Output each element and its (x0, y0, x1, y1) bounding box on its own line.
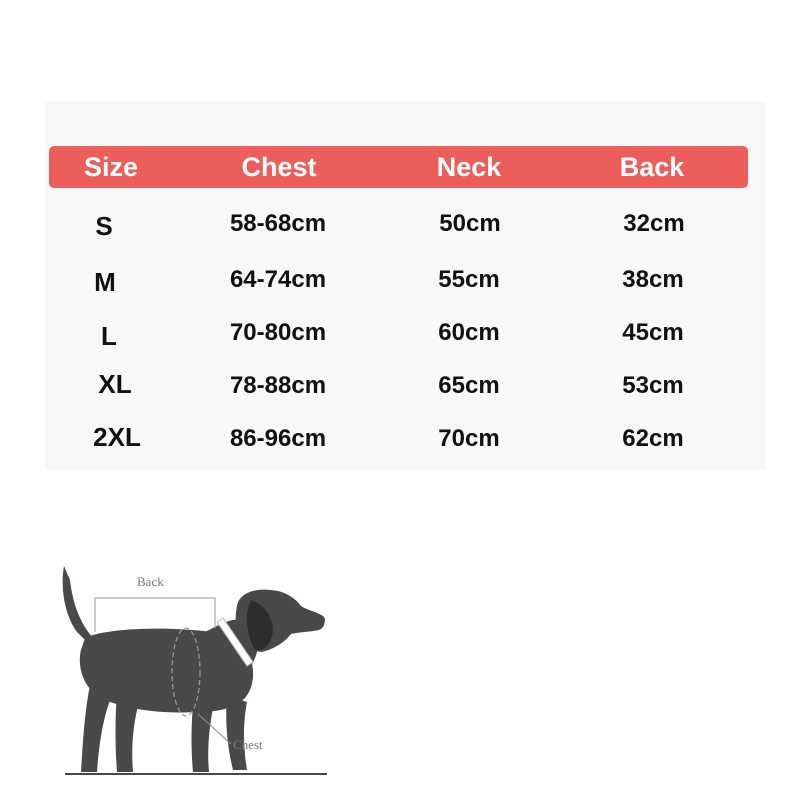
row-2xl-size: 2XL (93, 422, 141, 452)
row-2xl-back: 62cm (622, 425, 684, 452)
row-s-chest: 58-68cm (229, 210, 327, 237)
row-2xl-chest: 86-96cm (229, 425, 327, 452)
header-size: Size (83, 152, 139, 182)
header-back: Back (619, 152, 685, 182)
row-l-back: 45cm (622, 319, 684, 346)
row-m-back: 38cm (622, 266, 684, 293)
row-xl-size: XL (98, 369, 132, 399)
dog-illustration (55, 558, 345, 780)
row-xl-chest: 78-88cm (229, 372, 327, 399)
back-label: Back (137, 574, 164, 589)
row-m-chest: 64-74cm (229, 266, 327, 293)
table-header (49, 146, 748, 188)
row-m-neck: 55cm (438, 266, 500, 293)
row-xl-back: 53cm (622, 372, 684, 399)
row-m-size: M (94, 267, 116, 297)
row-s-back: 32cm (623, 210, 685, 237)
chest-label: Chest (233, 737, 263, 752)
row-2xl-neck: 70cm (438, 425, 500, 452)
row-l-size: L (101, 321, 117, 351)
row-xl-neck: 65cm (438, 372, 500, 399)
dog-measurement-diagram (55, 558, 345, 780)
row-s-neck: 50cm (439, 210, 501, 237)
row-s-size: S (95, 211, 113, 241)
dog-silhouette (63, 566, 325, 772)
header-chest: Chest (241, 152, 317, 182)
header-neck: Neck (436, 152, 502, 182)
back-measure-bracket (95, 598, 215, 632)
row-l-neck: 60cm (438, 319, 500, 346)
row-l-chest: 70-80cm (229, 319, 327, 346)
